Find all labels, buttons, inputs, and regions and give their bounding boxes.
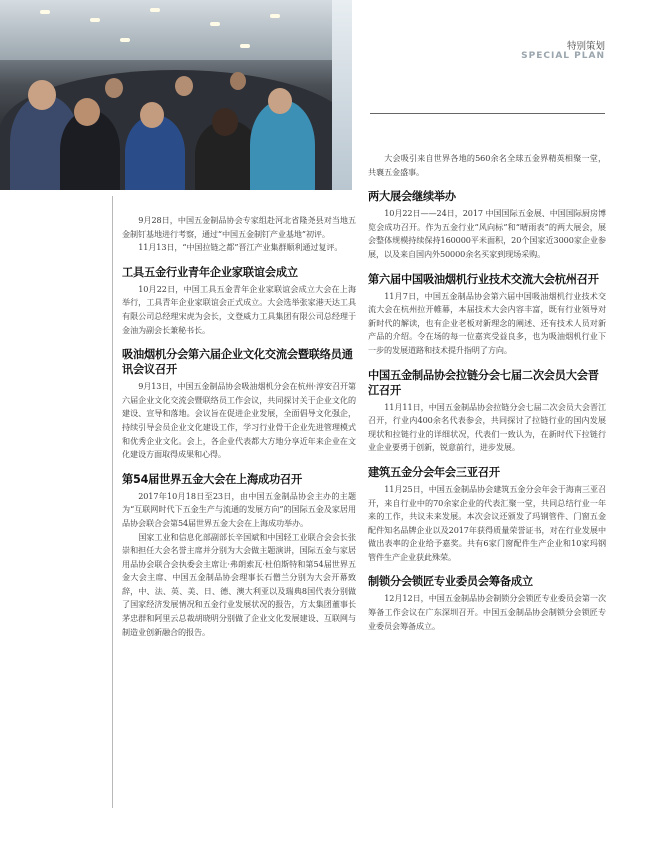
section-title: 工具五金行业青年企业家联谊会成立 [122,265,298,279]
section-title: 制锁分会锁匠专业委员会筹备成立 [368,575,533,589]
ceiling-light [120,38,130,42]
section-label: 特别策划 [566,41,605,52]
header-divider [370,113,605,114]
paragraph: 10月22日，中国工具五金青年企业家联谊会成立大会在上海举行，工具青年企业家联谊会正式成立。大会选举张家港天达工具有限公司总经理宋虎为会长，文登威力工具集团有限公司总经理于金油为副会长兼秘书长。 [122,283,356,335]
paragraph: 大会吸引来自世界各地的560余名全球五金界精英相聚一堂，共襄五金盛事。 [368,153,606,177]
left-column [122,214,356,639]
person-head [212,108,238,136]
paragraph: 11月7日，中国五金制品协会第六届中国吸油烟机行业技术交流大会在杭州拉开帷幕，本届技术大会内容丰富，既有行业领导对新时代的解读，也有企业老板对新理念的阐述、还有技术人员对新产品的介绍。令在场的每一位嘉宾受益良多，也为吸油烟机行业下一步的发展道路和技术提升指明了方向。 [368,290,606,355]
paragraph: 12月12日，中国五金制品协会制锁分会锁匠专业委员会第一次筹备工作会议在广东深圳召开。中国五金制品协会制锁分会锁匠专业委员会筹备成立。 [368,593,606,631]
section-title: 第六届中国吸油烟机行业技术交流大会杭州召开 [368,272,599,286]
ceiling [0,0,352,60]
person-head [140,102,164,128]
paragraph: 10月22日——24日，2017 中国国际五金展、中国国际厨房博览会成功召开。作为五金行业“风向标”和“晴雨表”的两大展会，展会整体规模持续保持160000平米面积，20个国家近3000家企业参展，以及来自国内外50000余名买家到现场采购。 [368,208,606,259]
ceiling-light [240,44,250,48]
section-label-english: SPECIAL PLAN [521,51,605,61]
paragraph: 11月11日，中国五金制品协会拉链分会七届二次会员大会晋江召开，行业内400余名代表参会，共同探讨了拉链行业的国内发展现状和拉链行业的详细状况，代表们一致认为，在新时代下拉链行业企业要勇于创新，锐意前行，进步发展。 [368,401,606,453]
section-title: 两大展会继续举办 [368,190,456,204]
right-column [368,152,606,633]
person-head [230,72,246,90]
section-title: 吸油烟机分会第六届企业文化交流会暨联络员通讯会议召开 [122,348,353,377]
paragraph: 9月28日，中国五金制品协会专家组赴河北省隆尧县对当地五金制钉基地进行考察，通过“中国五金制钉产业基地”初评。 [122,215,356,239]
paragraph: 9月13日，中国五金制品协会吸油烟机分会在杭州·淳安召开第六届企业文化交流会暨联络员工作会议，共同探讨关于企业文化的建设、宣导和落地。会议旨在促进企业发展，全面倡导文化强企，持续引导会员企业文化建设工作，学习行业骨干企业先进管理模式和优秀企业文化。会上，各企业代表都大方地分享近年来企业在文化建设方面取得成果和心得。 [122,381,356,460]
paragraph: 2017年10月18日至23日，由中国五金制品协会主办的主题为“互联网时代下五金生产与流通的发展方向”的国际五金及家居用品协会联合会第54届世界五金大会在上海成功举办。 [122,490,356,528]
section-title: 中国五金制品协会拉链分会七届二次会员大会晋江召开 [368,368,599,397]
section-title: 第54届世界五金大会在上海成功召开 [122,472,302,486]
ceiling-light [270,14,280,18]
person-head [268,88,292,114]
paragraph: 国家工业和信息化部副部长辛国斌和中国轻工业联合会会长张崇和担任大会名誉主席并分别为大会做主题演讲，国际五金与家居用品协会联合会执委会主席让·弗朗索瓦·杜伯斯特和第54届世界五金大会主席、中国五金制品协会理事长石僧兰分别为大会开幕致辞，中、法、英、美、日、德、澳大利亚以及瑞典8国代表分别做了国家经济发展情况和五金行业发展状况的报告，方太集团董事长茅忠群和阿里云总裁胡晓明分别做了企业文化发展建设、互联网与制造业创新融合的报告。 [122,531,356,637]
exhibition-photo [0,0,352,190]
ceiling-light [40,10,50,14]
paragraph: 11月13日，“中国拉链之都”晋江产业集群顺利通过复评。 [138,242,343,253]
banner [332,0,352,190]
ceiling-light [90,18,100,22]
person-head [28,80,56,110]
person-head [175,76,193,96]
column-divider [112,196,113,808]
ceiling-light [150,8,160,12]
person-head [74,98,100,126]
section-title: 建筑五金分会年会三亚召开 [368,465,500,479]
paragraph: 11月25日，中国五金制品协会建筑五金分会年会于海南三亚召开，来自行业中的70余家企业的代表汇聚一堂，共同总结行业一年来的工作，共议未来发展。本次会议还颁发了玛钢管件、门窗五金配件知名品牌企业以及2017年获得质量荣誉证书，对在行业发展中做出表率的企业给予嘉奖。共有6家门窗配件生产企业和10家玛钢管件生产企业获此殊荣。 [368,483,606,562]
person-head [105,78,123,98]
ceiling-light [210,22,220,26]
